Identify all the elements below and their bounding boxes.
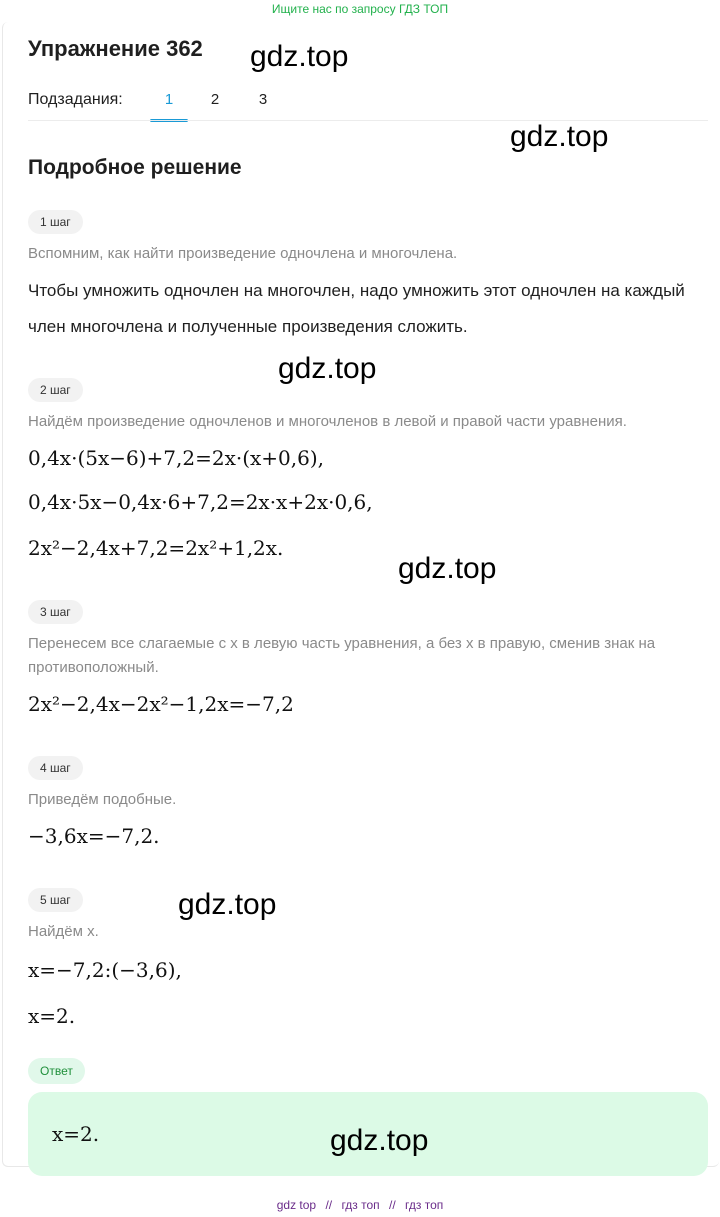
step-hint: Найдём произведение одночленов и многочленов в левой и правой части уравнения. <box>28 413 627 430</box>
step-badge: 5 шаг <box>28 888 83 912</box>
watermark: gdz.top <box>250 40 349 73</box>
footer-link[interactable]: gdz top <box>276 1198 317 1212</box>
step-badge: 2 шаг <box>28 378 83 402</box>
answer-value: x=2. <box>52 1122 100 1146</box>
footer-separator: // <box>389 1198 396 1212</box>
math-line: 2x²−2,4x−2x²−1,2x=−7,2 <box>28 692 294 716</box>
footer-separator: // <box>325 1198 333 1212</box>
section-title: Подробное решение <box>28 156 242 179</box>
math-line: 2x²−2,4x+7,2=2x²+1,2x. <box>28 536 284 560</box>
step-text: Чтобы умножить одночлен на многочлен, надо умножить этот одночлен на каждый член многочлена и полученные произведения сложить. <box>28 281 685 336</box>
footer-links <box>0 1198 720 1212</box>
tab-subtask-2[interactable]: 2 <box>210 91 220 108</box>
watermark: gdz.top <box>510 120 609 153</box>
answer-badge: Ответ <box>28 1058 85 1084</box>
step-badge: 1 шаг <box>28 210 83 234</box>
footer-link[interactable]: гдз топ <box>405 1198 444 1212</box>
promo-banner[interactable]: Ищите нас по запросу ГДЗ ТОП <box>271 2 449 16</box>
step-badge: 3 шаг <box>28 600 83 624</box>
tab-subtask-1[interactable]: 1 <box>150 90 188 120</box>
step-hint: Найдём x. <box>28 923 99 940</box>
subtasks-label: Подзадания: <box>28 91 123 108</box>
math-line: x=−7,2:(−3,6), <box>28 958 182 982</box>
math-line: 0,4x·(5x−6)+7,2=2x·(x+0,6), <box>28 446 325 470</box>
step-hint: Вспомним, как найти произведение одночлена и многочлена. <box>28 245 458 262</box>
tab-subtask-3[interactable]: 3 <box>258 91 268 108</box>
math-line: x=2. <box>28 1004 76 1028</box>
watermark: gdz.top <box>278 352 377 385</box>
math-line: 0,4x·5x−0,4x·6+7,2=2x·x+2x·0,6, <box>28 490 373 514</box>
watermark: gdz.top <box>398 552 497 585</box>
watermark: gdz.top <box>178 888 277 921</box>
math-line: −3,6x=−7,2. <box>28 824 160 848</box>
exercise-card <box>2 22 719 1167</box>
watermark: gdz.top <box>330 1124 429 1157</box>
step-hint: Приведём подобные. <box>28 791 177 808</box>
page-title: Упражнение 362 <box>28 36 203 61</box>
step-badge: 4 шаг <box>28 756 83 780</box>
step-hint: Перенесем все слагаемые с x в левую часть уравнения, а без x в правую, сменив знак на противоположный. <box>28 635 656 676</box>
footer-link[interactable]: гдз топ <box>341 1198 380 1212</box>
